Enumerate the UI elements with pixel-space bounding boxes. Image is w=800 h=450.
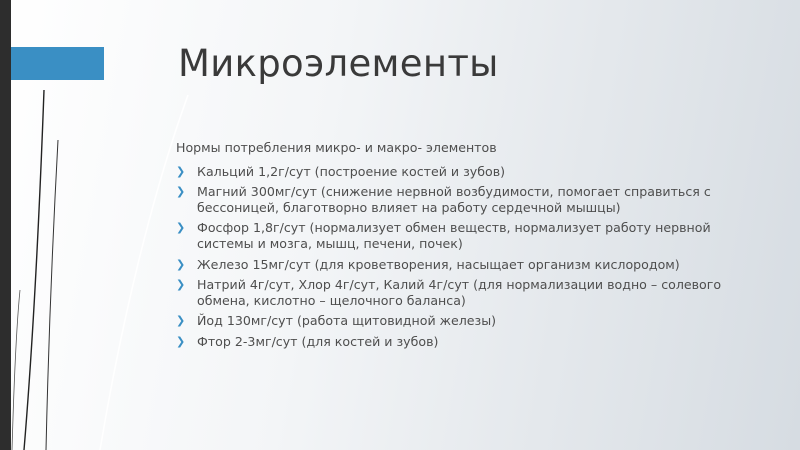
- triangle-arrow-icon: ❯: [176, 334, 186, 348]
- list-item: [176, 313, 751, 329]
- triangle-arrow-icon: ❯: [176, 278, 186, 292]
- slide-content: [176, 140, 751, 355]
- bullet-list: [176, 164, 751, 350]
- list-item-text: Фосфор 1,8г/сут (нормализует обмен веществ, нормализует работу нервной системы и мозга, мышц, печени, почек): [197, 220, 711, 251]
- list-item: [176, 164, 751, 180]
- slide-title: Микроэлементы: [178, 42, 499, 85]
- list-item-text: Магний 300мг/сут (снижение нервной возбудимости, помогает справиться с бессоницей, благотворно влияет на работу сердечной мышцы): [197, 184, 711, 215]
- triangle-arrow-icon: ❯: [176, 164, 186, 178]
- triangle-arrow-icon: ❯: [176, 314, 186, 328]
- list-item-text: Железо 15мг/сут (для кроветворения, насыщает организм кислородом): [197, 256, 680, 272]
- list-item-text: Кальций 1,2г/сут (построение костей и зубов): [197, 163, 506, 179]
- list-item-text: Фтор 2-3мг/сут (для костей и зубов): [197, 333, 439, 349]
- intro-text: Нормы потребления микро- и макро- элементов: [176, 140, 497, 155]
- list-item: [176, 257, 751, 273]
- triangle-arrow-icon: ❯: [176, 221, 186, 235]
- list-item: [176, 220, 751, 251]
- list-item-text: Натрий 4г/сут, Хлор 4г/сут, Калий 4г/сут (для нормализации водно – солевого обмена, кислотно – щелочного баланса): [197, 277, 722, 308]
- list-item: [176, 184, 751, 215]
- list-item: [176, 277, 751, 308]
- triangle-arrow-icon: ❯: [176, 257, 186, 271]
- list-item-text: Йод 130мг/сут (работа щитовидной железы): [197, 313, 497, 329]
- list-item: [176, 334, 751, 350]
- triangle-arrow-icon: ❯: [176, 185, 186, 199]
